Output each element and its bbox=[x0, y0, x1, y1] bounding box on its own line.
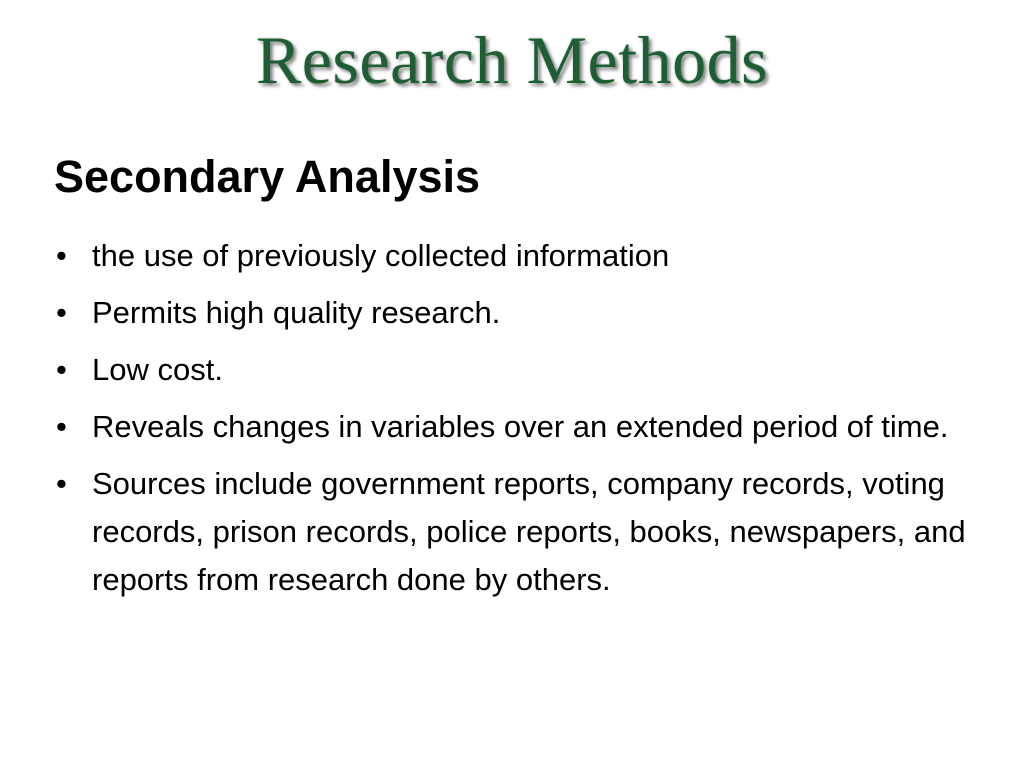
slide-title: Research Methods bbox=[255, 22, 769, 98]
bullet-dot-icon: • bbox=[56, 238, 67, 273]
bullet-dot-icon: • bbox=[56, 409, 67, 444]
bullet-text: the use of previously collected information bbox=[92, 238, 670, 273]
bullet-list bbox=[54, 232, 999, 613]
bullet-text: Sources include government reports, company records, voting records, prison records, police reports, books, newspapers, and reports from research done by others. bbox=[92, 466, 966, 597]
bullet-dot-icon: • bbox=[56, 466, 67, 501]
bullet-item bbox=[54, 232, 999, 280]
bullet-text: Reveals changes in variables over an extended period of time. bbox=[92, 409, 949, 444]
bullet-item bbox=[54, 289, 999, 337]
bullet-text: Permits high quality research. bbox=[92, 295, 501, 330]
bullet-dot-icon: • bbox=[56, 352, 67, 387]
bullet-dot-icon: • bbox=[56, 295, 67, 330]
bullet-item bbox=[54, 346, 999, 394]
bullet-item bbox=[54, 403, 999, 451]
section-heading: Secondary Analysis bbox=[54, 151, 481, 202]
bullet-text: Low cost. bbox=[92, 352, 223, 387]
bullet-item bbox=[54, 460, 999, 604]
